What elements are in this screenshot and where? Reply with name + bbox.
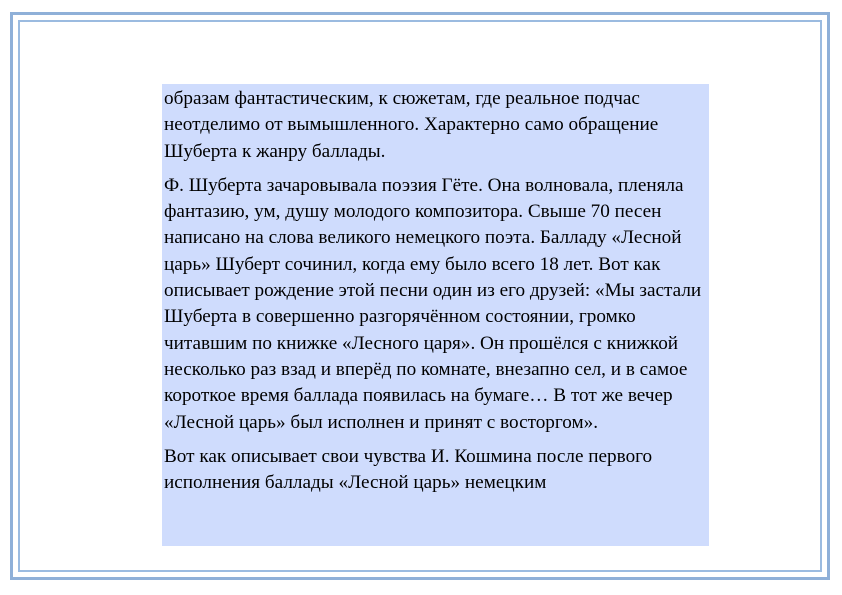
- paragraph-3: Вот как описывает свои чувства И. Кошмина после первого исполнения баллады «Лесной царь» немецким: [164, 445, 653, 494]
- text-box[interactable]: [162, 84, 709, 546]
- paragraph-2: Ф. Шуберта зачаровывала поэзия Гёте. Она волновала, пленяла фантазию, ум, душу молодого композитора. Свыше 70 песен написано на слова великого немецкого поэта. Балладу «Лесной царь» Шуберт сочинил, когда ему было всего 18 лет. Вот как описывает рождение этой песни один из его друзей: «Мы застали Шуберта в совершенно разгорячённом состоянии, громко читавшим по книжке «Лесного царя». Он прошёлся с книжкой несколько раз взад и вперёд по комнате, внезапно сел, и в самое короткое время баллада появилась на бумаге… В тот же вечер «Лесной царь» был исполнен и принят с восторгом».: [164, 174, 702, 433]
- paragraph-1: образам фантастическим, к сюжетам, где реальное подчас неотделимо от вымышленного. Характерно само обращение Шуберта к жанру баллады.: [164, 88, 659, 162]
